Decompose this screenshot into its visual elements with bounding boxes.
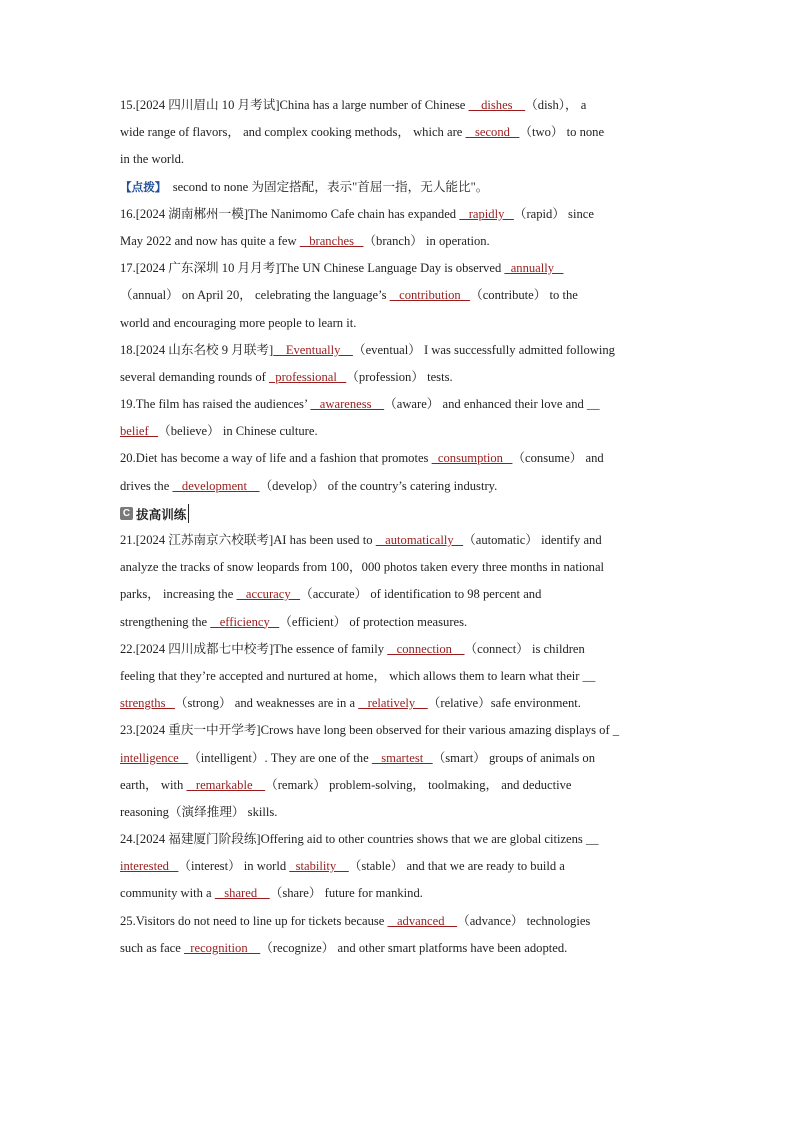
text-line <box>120 853 676 880</box>
question-text: world and encouraging more people to learn it. <box>120 315 357 330</box>
text-line <box>120 554 676 581</box>
exercise-block-advanced <box>120 527 676 962</box>
text-line <box>120 799 676 826</box>
text-line <box>120 636 676 663</box>
question-19 <box>120 391 676 445</box>
question-text: （automatic） identify and <box>463 533 602 547</box>
answer-blank: accuracy <box>236 587 301 602</box>
question-text: （branch） in operation. <box>363 233 490 248</box>
text-line <box>120 92 676 119</box>
text-line <box>120 908 676 935</box>
question-text: such as face <box>120 940 184 955</box>
question-text: （develop） of the country’s catering industry. <box>259 478 498 493</box>
text-line <box>120 418 676 445</box>
text-line <box>120 772 676 799</box>
question-text: 19.The film has raised the audiences’ <box>120 397 311 412</box>
text-line <box>120 473 676 500</box>
question-text: several demanding rounds of <box>120 369 269 384</box>
text-line <box>120 282 676 309</box>
text-line <box>120 310 676 337</box>
question-text: 18.[2024 山东名校 9 月联考] <box>120 342 274 357</box>
text-line <box>120 745 676 772</box>
question-text: strengthening the <box>120 614 211 629</box>
text-line <box>120 119 676 146</box>
question-text: （accurate） of identification to 98 percent and <box>300 587 542 602</box>
question-text: 22.[2024 四川成都七中校考]The essence of family <box>120 641 388 656</box>
text-line <box>120 690 676 717</box>
question-text: drives the <box>120 478 173 493</box>
question-text: analyze the tracks of snow leopards from 100，000 photos taken every three months in national <box>120 560 605 575</box>
question-text: 17.[2024 广东深圳 10 月月考]The UN Chinese Language Day is observed <box>120 261 505 276</box>
text-line <box>120 201 676 228</box>
question-text: second to none 为固定搭配，表示"首屈一指，无人能比"。 <box>166 179 489 194</box>
question-22 <box>120 636 676 718</box>
question-15 <box>120 92 676 174</box>
answer-blank: consumption <box>431 451 513 466</box>
question-text: wide range of flavors， and complex cooking methods， which are <box>120 125 466 140</box>
question-text: （consume） and <box>512 451 604 466</box>
question-17 <box>120 255 676 337</box>
text-line <box>120 826 676 853</box>
answer-blank: shared <box>214 886 270 901</box>
question-16 <box>120 201 676 255</box>
question-text: （smart） groups of animals on <box>432 750 595 765</box>
question-text: 24.[2024 福建厦门阶段练]Offering aid to other countries shows that we are global citizens __ <box>120 832 599 847</box>
answer-blank: automatically <box>375 533 464 547</box>
question-text: （stable） and that we are ready to build a <box>348 859 565 874</box>
question-text: 21.[2024 江苏南京六校联考]AI has been used to <box>120 533 376 547</box>
question-text: （intelligent）. They are one of the <box>188 750 372 765</box>
question-20 <box>120 445 676 499</box>
question-text: （two） to none <box>519 125 605 140</box>
question-text: in the world. <box>120 152 185 167</box>
answer-blank: second <box>465 125 520 140</box>
text-line <box>120 581 676 608</box>
question-text: （share） future for mankind. <box>269 886 423 901</box>
question-text: （advance） technologies <box>457 913 591 928</box>
answer-blank: recognition <box>183 940 261 955</box>
question-text: （annual） on April 20， celebrating the language’s <box>120 288 390 303</box>
question-text: （strong） and weaknesses are in a <box>174 696 359 711</box>
answer-blank: connection <box>387 641 465 656</box>
question-text: （relative）safe environment. <box>427 696 581 711</box>
question-text: earth， with <box>120 777 187 792</box>
question-text: 15.[2024 四川眉山 10 月考试]China has a large number of Chinese <box>120 98 469 112</box>
question-21 <box>120 527 676 636</box>
text-line <box>120 880 676 907</box>
exercise-block-basic <box>120 92 676 500</box>
answer-blank: development <box>172 478 260 493</box>
text-line <box>120 174 676 201</box>
answer-blank: rapidly <box>459 206 514 221</box>
text-line <box>120 663 676 690</box>
question-text: （aware） and enhanced their love and __ <box>384 397 600 412</box>
tip-label: 【点拨】 <box>120 179 167 194</box>
text-line <box>120 337 676 364</box>
section-header <box>120 500 676 527</box>
answer-blank: professional <box>269 369 347 384</box>
question-text: （eventual） I was successfully admitted following <box>352 342 615 357</box>
answer-blank: strengths <box>120 696 175 711</box>
question-text: （recognize） and other smart platforms have been adopted. <box>260 940 568 955</box>
text-line <box>120 527 676 554</box>
answer-blank: stability <box>289 859 349 874</box>
question-text: May 2022 and now has quite a few <box>120 233 300 248</box>
question-24 <box>120 826 676 908</box>
question-text: 16.[2024 湖南郴州一模]The Nanimomo Cafe chain has expanded <box>120 206 460 221</box>
answer-blank: intelligence <box>120 750 189 765</box>
question-25 <box>120 908 676 962</box>
text-line <box>120 228 676 255</box>
text-line <box>120 609 676 636</box>
answer-blank: relatively <box>358 696 428 711</box>
question-text: 25.Visitors do not need to line up for tickets because <box>120 913 388 928</box>
question-text: （connect） is children <box>464 641 585 656</box>
exercise-page <box>120 92 676 962</box>
answer-blank: Eventually <box>273 342 353 357</box>
section-badge-icon: C <box>120 507 133 520</box>
answer-blank: branches <box>299 233 364 248</box>
answer-blank: contribution <box>389 288 471 303</box>
question-text: （interest） in world <box>178 859 290 874</box>
answer-blank: dishes <box>468 98 526 112</box>
text-line <box>120 146 676 173</box>
answer-blank: advanced <box>387 913 458 928</box>
question-text: reasoning（演绎推理） skills. <box>120 804 278 819</box>
question-text: （dish）， a <box>525 98 587 112</box>
question-18 <box>120 337 676 391</box>
question-text: （believe） in Chinese culture. <box>158 424 318 439</box>
question-23 <box>120 717 676 826</box>
answer-blank: awareness <box>310 397 385 412</box>
text-line <box>120 445 676 472</box>
question-text: （remark） problem-solving， toolmaking， and deductive <box>265 777 572 792</box>
text-line <box>120 391 676 418</box>
text-line <box>120 364 676 391</box>
question-text: 23.[2024 重庆一中开学考]Crows have long been observed for their various amazing displays of _ <box>120 723 620 738</box>
question-text: （efficient） of protection measures. <box>279 614 468 629</box>
text-line <box>120 935 676 962</box>
question-text: （profession） tests. <box>346 369 453 384</box>
section-title: 拔高训练 <box>136 504 189 523</box>
text-line <box>120 255 676 282</box>
question-text: community with a <box>120 886 215 901</box>
answer-blank: interested <box>120 859 179 874</box>
answer-blank: smartest <box>371 750 433 765</box>
answer-blank: remarkable <box>186 777 266 792</box>
question-text: （contribute） to the <box>470 288 578 303</box>
answer-blank: belief <box>120 424 159 439</box>
tip-note <box>120 174 676 201</box>
question-text: 20.Diet has become a way of life and a fashion that promotes <box>120 451 432 466</box>
question-text: parks， increasing the <box>120 587 237 602</box>
text-line <box>120 717 676 744</box>
answer-blank: annually <box>504 261 564 276</box>
question-text: （rapid） since <box>513 206 594 221</box>
answer-blank: efficiency <box>210 614 280 629</box>
question-text: feeling that they’re accepted and nurtured at home， which allows them to learn what their __ <box>120 668 596 683</box>
